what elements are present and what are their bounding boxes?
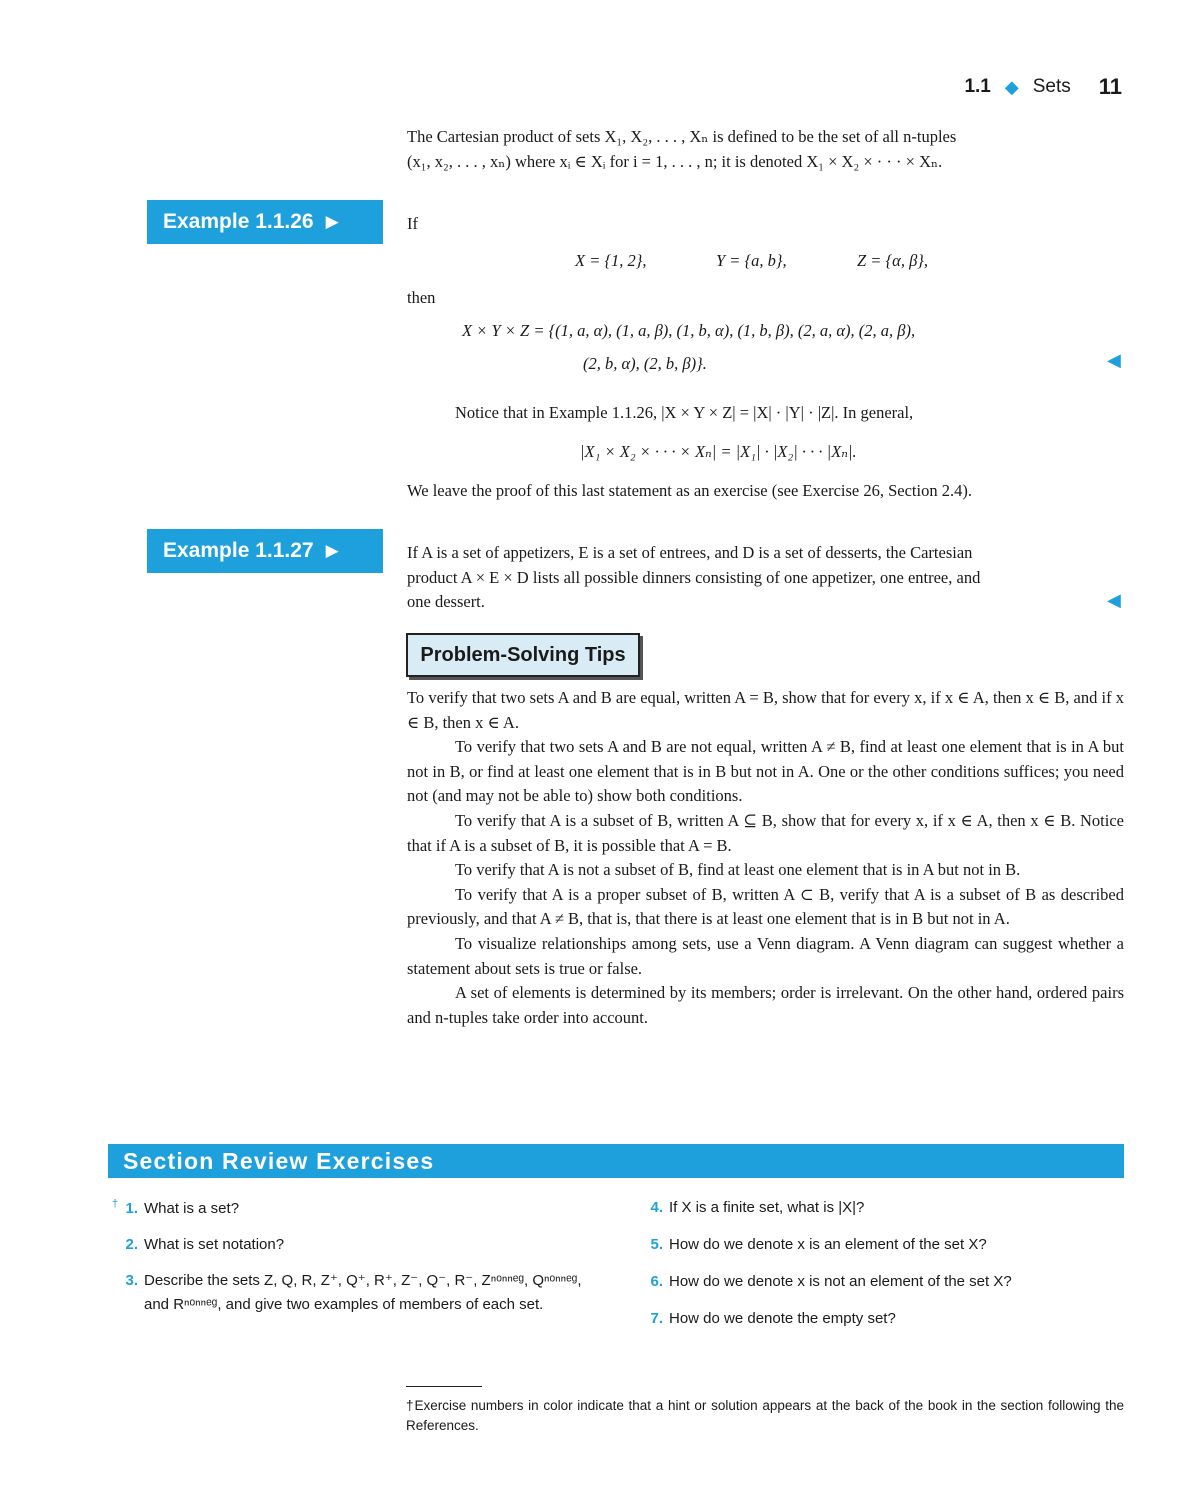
section-number: 1.1 [964,76,991,97]
tip-paragraph: To verify that A is not a subset of B, find at least one element that is in A but not in B. [455,860,1021,880]
exercise-column-left [112,1197,602,1317]
tip-paragraph: A set of elements is determined by its members; order is irrelevant. On the other hand, ordered pairs and n-tuples take order into account. [407,983,1124,1027]
exercise-item [637,1307,1124,1331]
tips-title: Problem-Solving Tips [420,643,626,666]
diamond-icon: ◆ [1004,76,1019,97]
set-y-definition: Y = {a, b}, [716,251,787,270]
exercise-column-right [637,1196,1124,1331]
set-x-definition: X = {1, 2}, [575,251,647,270]
exercise-item [637,1233,1124,1257]
exercise-item [637,1196,1124,1220]
exercise-number: 3. [125,1272,138,1289]
example-label-text: Example 1.1.27 [163,539,314,562]
example-label-26 [147,200,383,244]
section-review-title: Section Review Exercises [123,1147,435,1174]
exercise-number: 5. [650,1236,663,1253]
running-head [964,74,1122,100]
example-27-line-1: If A is a set of appetizers, E is a set of entrees, and D is a set of desserts, the Cartesian [407,543,973,562]
tip-paragraph: To visualize relationships among sets, use a Venn diagram. A Venn diagram can suggest whether a statement about sets is true or false. [407,933,1124,978]
intro-line-1: The Cartesian product of sets X₁, X₂, . . . , Xₙ is defined to be the set of all n-tuples [407,127,957,146]
page-number: 11 [1098,74,1122,99]
exercise-text: What is set notation? [144,1236,285,1253]
exercise-text: Describe the sets Z, Q, R, Z⁺, Q⁺, R⁺, Z⁻, Q⁻, R⁻, Zⁿᵒⁿⁿᵉᵍ, Qⁿᵒⁿⁿᵉᵍ, and Rⁿᵒⁿⁿᵉᵍ, and give two examples of members of each set. [144,1272,582,1313]
section-title: Sets [1032,76,1071,97]
exercise-number: 4. [650,1199,663,1216]
exercise-item [112,1233,602,1257]
exercise-item [112,1269,602,1317]
tips-body [407,686,1124,1030]
intro-line-2: (x₁, x₂, . . . , xₙ) where xᵢ ∈ Xᵢ for i = 1, . . . , n; it is denoted X₁ × X₂ × · · · × Xₙ. [407,151,943,171]
triangle-right-icon: ▶ [325,212,339,231]
exercise-item [112,1197,602,1221]
example-26-then: then [407,288,436,307]
exercise-text: How do we denote the empty set? [669,1310,896,1327]
cartesian-product-line-1: X × Y × Z = {(1, a, α), (1, a, β), (1, b, α), (1, b, β), (2, a, α), (2, a, β), [462,321,916,340]
example-27-line-3: one dessert. [407,592,485,612]
example-26-if: If [407,214,418,233]
tip-paragraph: To verify that two sets A and B are equal, written A = B, show that for every x, if x ∈ A, then x ∈ B, and if x ∈ B, then x ∈ A. [407,688,1124,732]
cartesian-product-line-2: (2, b, α), (2, b, β)}. [583,354,707,373]
exercise-item [637,1270,1124,1294]
exercise-text: If X is a finite set, what is |X|? [669,1199,865,1216]
triangle-right-icon: ▶ [325,541,339,560]
dagger-mark: † [112,1198,119,1210]
tips-title-box [406,633,640,677]
example-27-line-2: product A × E × D lists all possible dinners consisting of one appetizer, one entree, and [407,567,981,587]
tip-paragraph: To verify that A is a subset of B, written A ⊆ B, show that for every x, if x ∈ A, then x ∈ B. Notice that if A is a subset of B, it is possible that A = B. [407,810,1124,855]
general-equation: |X₁ × X₂ × · · · × Xₙ| = |X₁| · |X₂| · · · |Xₙ|. [580,442,857,461]
exercise-text: What is a set? [144,1200,240,1217]
example-label-27 [147,529,383,573]
footnote-rule [406,1386,482,1387]
exercise-number: 1. [125,1200,138,1217]
exercise-number: 2. [125,1236,138,1253]
intro-paragraph [407,125,1125,174]
triangle-left-icon: ◀ [1107,350,1121,370]
tip-paragraph: To verify that two sets A and B are not equal, written A ≠ B, find at least one element that is in A but not in B, or find at least one element that is in B but not in A. One or the other conditions suffices; you need not (and may not be able to) show both conditions. [407,737,1124,806]
exercise-text: How do we denote x is an element of the set X? [669,1236,987,1253]
exercise-number: 6. [650,1273,663,1290]
example-27-text [407,541,1125,615]
exercise-text: How do we denote x is not an element of the set X? [669,1273,1012,1290]
tip-paragraph: To verify that A is a proper subset of B, written A ⊂ B, verify that A is a subset of B as described previously, and that A ≠ B, that is, that there is at least one element that is in B but not in A. [407,884,1124,929]
proof-note: We leave the proof of this last statement as an exercise (see Exercise 26, Section 2.4). [407,481,972,500]
footnote: †Exercise numbers in color indicate that a hint or solution appears at the back of the book in the section following the References. [406,1398,1124,1433]
triangle-left-icon: ◀ [1107,590,1121,610]
section-review-banner [108,1144,1124,1178]
exercise-number: 7. [650,1310,663,1327]
set-z-definition: Z = {α, β}, [857,251,929,270]
example-label-text: Example 1.1.26 [163,210,314,233]
notice-line: Notice that in Example 1.1.26, |X × Y × Z| = |X| · |Y| · |Z|. In general, [455,403,914,422]
